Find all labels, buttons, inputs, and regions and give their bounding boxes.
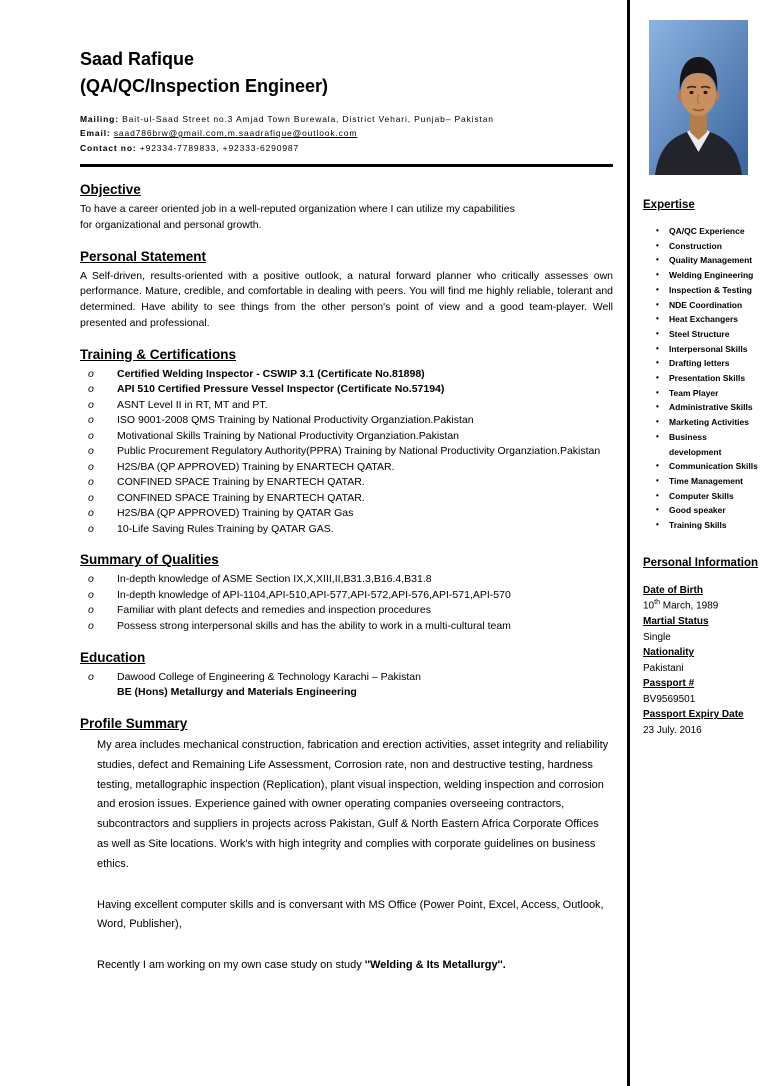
email-line: [80, 126, 613, 140]
section-heading-profile-summary: Profile Summary: [80, 716, 188, 731]
training-item-text: ASNT Level II in RT, MT and PT.: [117, 398, 268, 411]
sidebar-heading-expertise: Expertise: [643, 199, 695, 211]
passport-expiry-label: Passport Expiry Date: [643, 709, 744, 721]
profile-paragraph-3-bold: ''Welding & Its Metallurgy''.: [364, 959, 506, 972]
bullet-icon: •: [656, 402, 659, 412]
quality-item: [80, 588, 613, 604]
bullet-icon: o: [88, 367, 94, 380]
bullet-icon: o: [88, 573, 94, 586]
nationality-value: Pakistani: [643, 662, 684, 674]
training-item: [80, 444, 613, 460]
expertise-item-text: NDE Coordination: [669, 299, 743, 310]
person-name: Saad Rafique: [80, 49, 195, 69]
bullet-icon: •: [656, 373, 659, 383]
marital-status-value: Single: [643, 631, 671, 643]
bullet-icon: o: [88, 522, 94, 535]
profile-paragraph-1: My area includes mechanical construction, fabrication and erection activities, asset integrity and reliability studies, defect and Remaining Life Assessment, Corrosion rate, non and destructive testing, hardness testing, metallographic inspection (Replication), plant visual inspection, welding inspection and corrosion and erosion issues. Experience gained with owner operating companies overseeing contractors, subcontractors and suppliers in projects across Pakistan, Gulf & North Eastern Africa Corporate Offices as well as Site locations. Work's with high integrity and complies with corporate guidelines on business ethics.: [97, 739, 609, 870]
bullet-icon: •: [656, 505, 659, 515]
section-heading-objective: Objective: [80, 182, 141, 198]
bullet-icon: •: [656, 387, 659, 397]
expertise-item: [656, 459, 760, 474]
passport-expiry-value: 23 July. 2016: [643, 724, 702, 736]
expertise-item-text: Construction: [669, 240, 722, 251]
bullet-icon: •: [656, 461, 659, 471]
expertise-item: [656, 430, 760, 459]
training-item-text: CONFINED SPACE Training by ENARTECH QATAR.: [117, 491, 365, 504]
training-item: [80, 506, 613, 522]
expertise-item-text: Business development: [669, 431, 722, 457]
section-heading-qualities: Summary of Qualities: [80, 552, 219, 568]
bullet-icon: o: [88, 476, 94, 489]
email-link[interactable]: saad786brw@gmail.com,m.saadrafique@outlook.com: [113, 128, 358, 139]
bullet-icon: •: [656, 358, 659, 368]
expertise-item-text: Communication Skills: [669, 461, 758, 472]
bullet-icon: •: [656, 299, 659, 309]
training-item: [80, 491, 613, 507]
expertise-item-text: Interpersonal Skills: [669, 343, 748, 354]
objective-line1: To have a career oriented job in a well-reputed organization where I can utilize my capabilities: [80, 203, 515, 216]
bullet-icon: •: [656, 270, 659, 280]
expertise-item: [656, 312, 760, 327]
expertise-item: [656, 268, 760, 283]
mailing-label: Mailing:: [80, 113, 119, 124]
objective-line2: for organizational and personal growth.: [80, 218, 262, 231]
bullet-icon: o: [88, 445, 94, 458]
training-item: [80, 367, 613, 383]
expertise-item-text: Marketing Activities: [669, 417, 749, 428]
personal-info: [643, 583, 760, 738]
expertise-item-text: Team Player: [669, 387, 719, 398]
training-item: [80, 429, 613, 445]
bullet-icon: •: [656, 284, 659, 294]
bullet-icon: •: [656, 255, 659, 265]
expertise-item: [656, 239, 760, 254]
profile-paragraph-2: Having excellent computer skills and is conversant with MS Office (Power Point, Excel, Access, Outlook, Word, Publisher),: [97, 898, 604, 931]
bullet-icon: •: [656, 226, 659, 235]
profile-photo: [649, 20, 748, 175]
objective-text: [80, 202, 613, 234]
quality-item: [80, 572, 613, 588]
marital-status-label: Martial Status: [643, 616, 709, 628]
training-item: [80, 413, 613, 429]
expertise-item: [656, 283, 760, 298]
quality-item-text: Familiar with plant defects and remedies and inspection procedures: [117, 604, 432, 617]
training-item: [80, 382, 613, 398]
expertise-item-text: Presentation Skills: [669, 373, 746, 384]
bullet-icon: o: [88, 460, 94, 473]
bullet-icon: o: [88, 383, 94, 396]
sidebar-heading-personal-info: Personal Information: [643, 556, 759, 569]
expertise-item-text: Steel Structure: [669, 328, 730, 339]
expertise-item: [656, 342, 760, 357]
expertise-item: [656, 518, 760, 533]
qualities-list: [80, 572, 613, 634]
training-item-text: Motivational Skills Training by National Productivity Organziation.Pakistan: [117, 429, 459, 442]
training-item: [80, 522, 613, 538]
education-text: [117, 670, 421, 702]
phone-line: [80, 141, 613, 155]
education-degree: BE (Hons) Metallurgy and Materials Engineering: [117, 686, 357, 699]
expertise-item-text: Heat Exchangers: [669, 314, 738, 325]
bullet-icon: o: [88, 429, 94, 442]
passport-value: BV9569501: [643, 693, 696, 705]
sidebar: [630, 0, 768, 1086]
bullet-icon: o: [88, 414, 94, 427]
expertise-item-text: QA/QC Experience: [669, 226, 745, 236]
expertise-item-text: Training Skills: [669, 520, 727, 531]
training-item: [80, 475, 613, 491]
quality-item-text: In-depth knowledge of ASME Section IX,X,XIII,II,B31.3,B16.4,B31.8: [117, 573, 432, 586]
expertise-item-text: Inspection & Testing: [669, 284, 752, 295]
expertise-item: [656, 371, 760, 386]
bullet-icon: o: [88, 398, 94, 411]
training-item-text: API 510 Certified Pressure Vessel Inspector (Certificate No.57194): [117, 383, 445, 396]
dob-day: 10: [643, 600, 655, 612]
profile-paragraph-3: [97, 956, 613, 976]
mailing-line: [80, 112, 613, 126]
expertise-item-text: Quality Management: [669, 255, 753, 266]
bullet-icon: o: [88, 619, 94, 632]
training-item-text: Public Procurement Regulatory Authority(PPRA) Training by National Productivity Organziation.Pakistan: [117, 445, 601, 458]
expertise-item-text: Welding Engineering: [669, 270, 754, 281]
expertise-item: [656, 415, 760, 430]
expertise-item: [656, 503, 760, 518]
quality-item-text: Possess strong interpersonal skills and has the ability to work in a multi-cultural team: [117, 619, 511, 632]
section-heading-training: Training & Certifications: [80, 346, 237, 362]
passport-label: Passport #: [643, 678, 695, 690]
bullet-icon: o: [88, 604, 94, 617]
email-label: Email:: [80, 128, 111, 139]
mailing-value: Bait-ul-Saad Street no.3 Amjad Town Burewala, District Vehari, Punjab– Pakistan: [122, 113, 494, 124]
bullet-icon: o: [88, 670, 94, 683]
training-item-text: Certified Welding Inspector - CSWIP 3.1 (Certificate No.81898): [117, 367, 425, 380]
bullet-icon: •: [656, 240, 659, 250]
expertise-item-text: Drafting letters: [669, 358, 730, 369]
training-list: [80, 367, 613, 538]
training-item-text: H2S/BA (QP APPROVED) Training by ENARTECH QATAR.: [117, 460, 395, 473]
bullet-icon: •: [656, 343, 659, 353]
education-item: [80, 670, 613, 702]
phone-value: +92334-7789833, +92333-6290987: [139, 142, 300, 153]
expertise-item-text: Time Management: [669, 475, 744, 486]
section-heading-personal-statement: Personal Statement: [80, 248, 207, 264]
phone-label: Contact no:: [80, 142, 137, 153]
training-item-text: H2S/BA (QP APPROVED) Training by QATAR Gas: [117, 507, 354, 520]
bullet-icon: •: [656, 431, 659, 441]
training-item-text: 10-Life Saving Rules Training by QATAR GAS.: [117, 522, 334, 535]
profile-summary: [80, 736, 613, 976]
bullet-icon: o: [88, 491, 94, 504]
bullet-icon: •: [656, 520, 659, 530]
training-item: [80, 398, 613, 414]
training-item: [80, 460, 613, 476]
training-item-text: ISO 9001-2008 QMS Training by National Productivity Organziation.Pakistan: [117, 414, 474, 427]
expertise-list: [656, 224, 760, 533]
expertise-item: [656, 489, 760, 504]
expertise-item: [656, 298, 760, 313]
bullet-icon: •: [656, 475, 659, 485]
expertise-item-text: Administrative Skills: [669, 402, 753, 413]
expertise-item-text: Good speaker: [669, 505, 726, 516]
education-school: Dawood College of Engineering & Technology Karachi – Pakistan: [117, 670, 421, 683]
section-heading-education: Education: [80, 649, 146, 665]
expertise-item: [656, 474, 760, 489]
expertise-item: [656, 386, 760, 401]
contact-block: [80, 112, 613, 155]
personal-statement-text: A Self-driven, results-oriented with a positive outlook, a natural forward planner who critically assesses own performance. Mature, credible, and comfortable in dealing with peers. You will find me highly reliable, tolerant and determined. Have ability to see things from the other person's point of view and a good team-player. Well presented and professional.: [80, 269, 613, 329]
header-rule: [80, 164, 613, 167]
quality-item-text: In-depth knowledge of API-1104,API-510,API-577,API-572,API-576,API-571,API-570: [117, 588, 511, 601]
person-title: (QA/QC/Inspection Engineer): [80, 76, 329, 97]
expertise-item: [656, 253, 760, 268]
bullet-icon: o: [88, 588, 94, 601]
nationality-label: Nationality: [643, 647, 695, 659]
expertise-item: [656, 224, 760, 239]
expertise-item: [656, 400, 760, 415]
dob-value: [643, 598, 760, 614]
quality-item: [80, 619, 613, 635]
expertise-item: [656, 327, 760, 342]
bullet-icon: o: [88, 507, 94, 520]
bullet-icon: •: [656, 328, 659, 338]
expertise-item: [656, 356, 760, 371]
training-item-text: CONFINED SPACE Training by ENARTECH QATAR.: [117, 476, 365, 489]
bullet-icon: •: [656, 417, 659, 427]
dob-rest: March, 1989: [659, 600, 719, 612]
expertise-item-text: Computer Skills: [669, 490, 734, 501]
bullet-icon: •: [656, 314, 659, 324]
quality-item: [80, 603, 613, 619]
dob-label: Date of Birth: [643, 584, 703, 596]
profile-paragraph-3-text: Recently I am working on my own case study on study: [97, 959, 365, 972]
bullet-icon: •: [656, 490, 659, 500]
dob-ordinal: th: [654, 599, 660, 607]
